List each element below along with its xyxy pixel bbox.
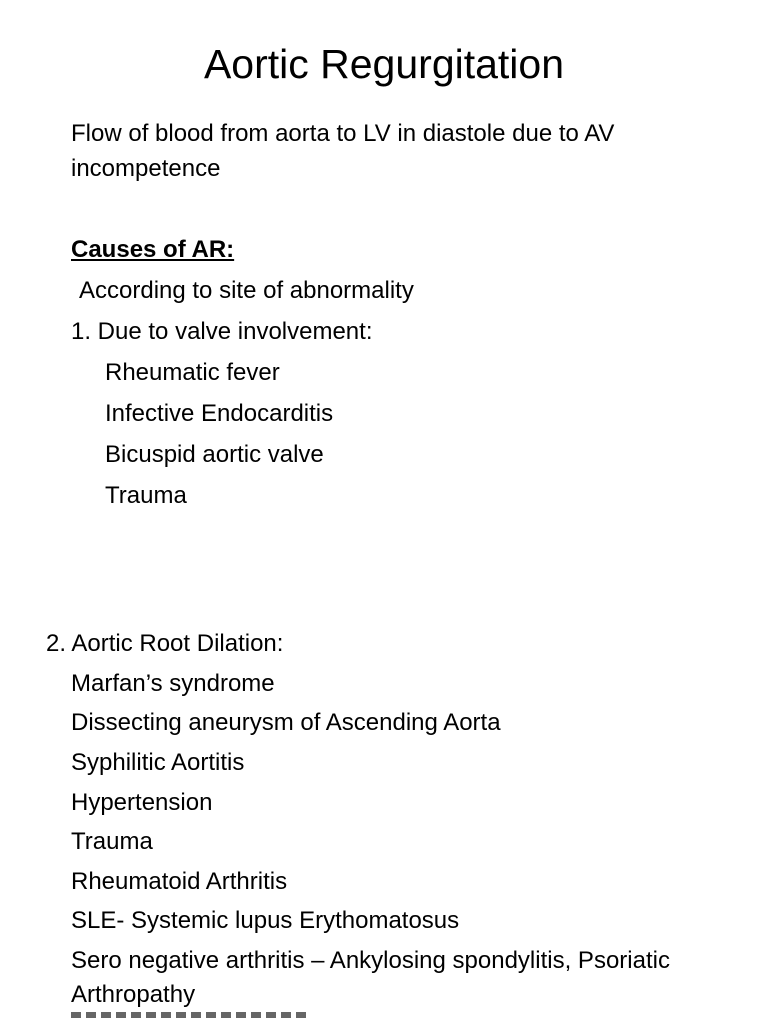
group2-item: Hypertension <box>71 789 213 816</box>
group2-item: Rheumatoid Arthritis <box>71 868 288 895</box>
group2-item: Sero negative arthritis – Ankylosing spondylitis, Psoriatic <box>71 947 670 974</box>
group2-heading: 2. Aortic Root Dilation: <box>46 630 284 657</box>
group1-item: Trauma <box>105 482 187 509</box>
group1-item: Infective Endocarditis <box>105 400 334 427</box>
group2-item: Trauma <box>71 828 153 855</box>
group2-item: Syphilitic Aortitis <box>71 749 245 776</box>
slide-title: Aortic Regurgitation <box>203 41 565 87</box>
causes-heading: Causes of AR: <box>71 236 235 263</box>
site-intro: According to site of abnormality <box>79 277 414 304</box>
group2-item: SLE- Systemic lupus Erythomatosus <box>71 907 460 934</box>
group2-item: Arthropathy <box>71 981 196 1008</box>
cutoff-text-fragment <box>71 1012 311 1018</box>
group1-item: Rheumatic fever <box>105 359 280 386</box>
group1-heading: 1. Due to valve involvement: <box>71 318 373 345</box>
group2-item: Marfan’s syndrome <box>71 670 275 697</box>
group1-item: Bicuspid aortic valve <box>105 441 324 468</box>
definition-text: Flow of blood from aorta to LV in diastole due to AV incompetence <box>71 120 615 182</box>
group2-item: Dissecting aneurysm of Ascending Aorta <box>71 709 501 736</box>
